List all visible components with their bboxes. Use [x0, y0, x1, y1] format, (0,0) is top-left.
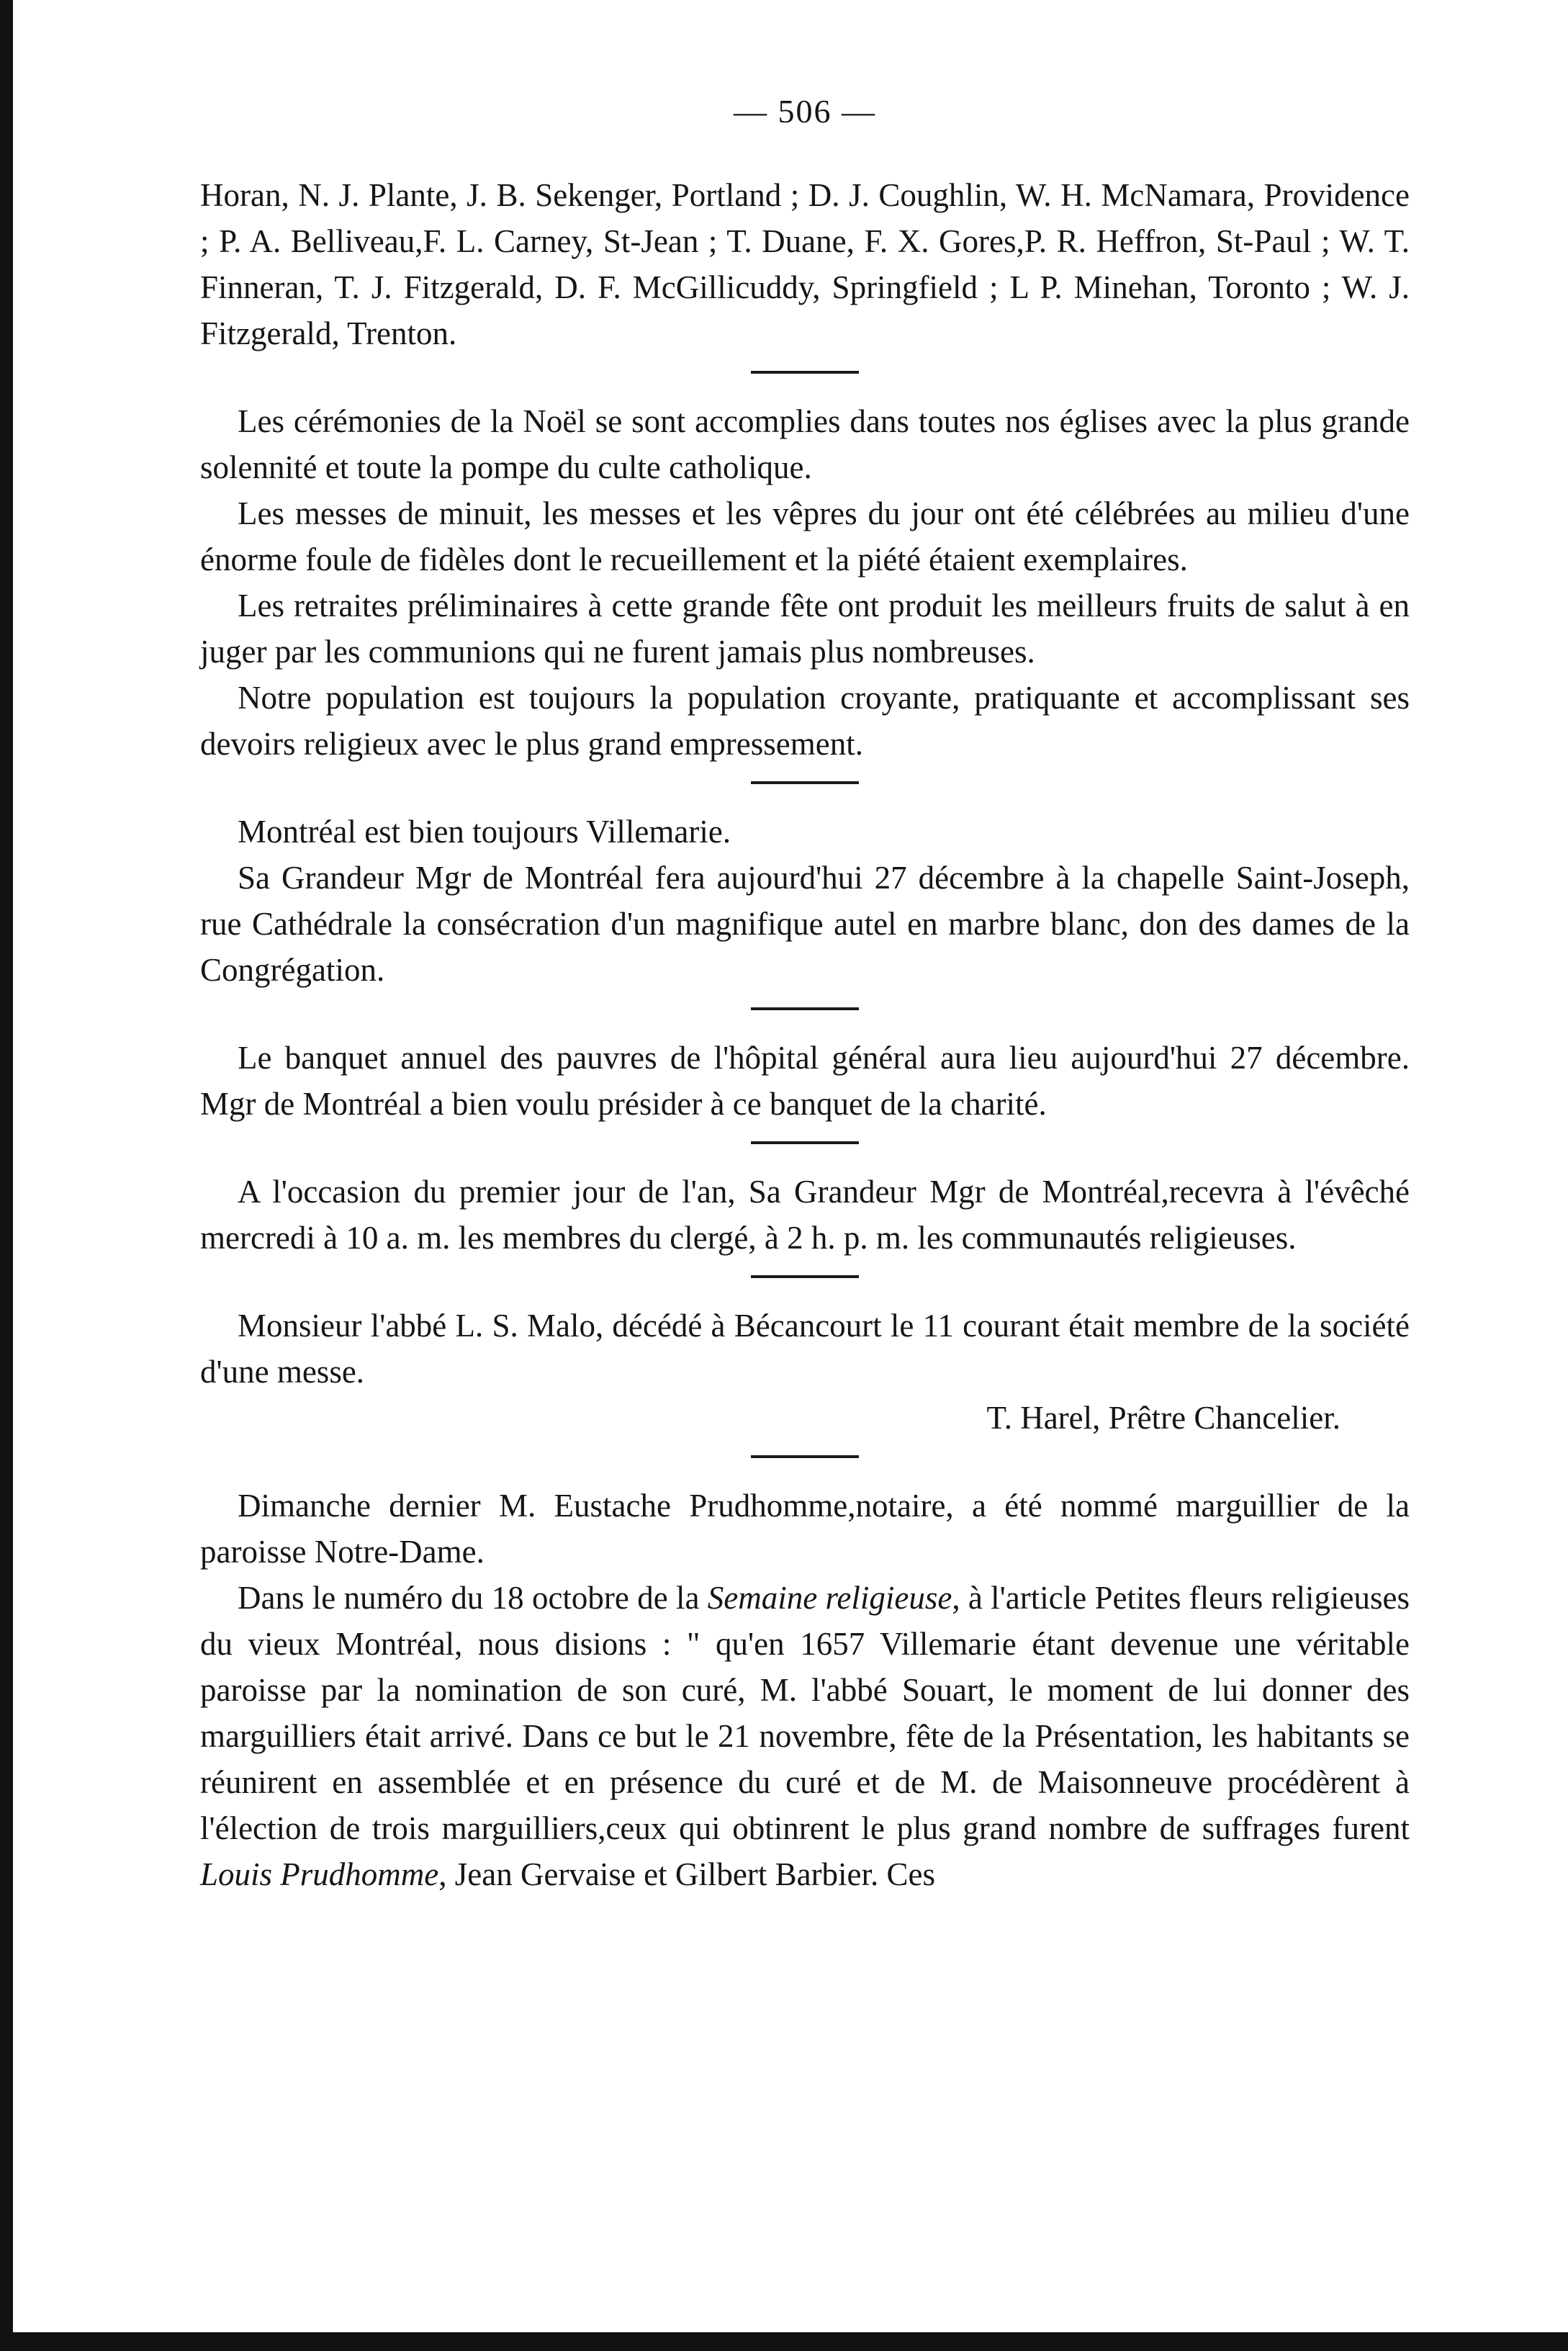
semaine-text-before: Dans le numéro du 18 octobre de la: [238, 1580, 708, 1616]
banquet-paragraph: Le banquet annuel des pauvres de l'hôpital général aura lieu aujourd'hui 27 décembre. Mgr de Montréal a bien voulu présider à ce banquet de la charité.: [200, 1040, 1410, 1122]
signature-line: T. Harel, Prêtre Chancelier.: [986, 1400, 1341, 1436]
scan-left-border: [0, 0, 13, 2351]
section-divider: [751, 781, 859, 784]
section-divider: [751, 1275, 859, 1278]
noel-paragraph-4: Notre population est toujours la population croyante, pratiquante et accomplissant ses devoirs religieux avec le plus grand empressement.: [200, 680, 1410, 762]
semaine-publication-title: Semaine religieuse: [707, 1580, 952, 1616]
page-number: — 506 —: [734, 93, 876, 130]
villemarie-paragraph-2: Sa Grandeur Mgr de Montréal fera aujourd'hui 27 décembre à la chapelle Saint-Joseph, rue Cathédrale la consécration d'un magnifique autel en marbre blanc, don des dames de la Congrégation.: [200, 860, 1410, 988]
nouvel-an-paragraph: A l'occasion du premier jour de l'an, Sa Grandeur Mgr de Montréal,recevra à l'évêché mercredi à 10 a. m. les membres du clergé, à 2 h. p. m. les communautés religieuses.: [200, 1174, 1410, 1256]
malo-paragraph: Monsieur l'abbé L. S. Malo, décédé à Bécancourt le 11 courant était membre de la société d'une messe.: [200, 1308, 1410, 1390]
names-list-paragraph: Horan, N. J. Plante, J. B. Sekenger, Portland ; D. J. Coughlin, W. H. McNamara, Providence ; P. A. Belliveau,F. L. Carney, St-Jean ; T. Duane, F. X. Gores,P. R. Heffron, St-Paul ; W. T. Finneran, T. J. Fitzgerald, D. F. McGillicuddy, Springfield ; L P. Minehan, Toronto ; W. J. Fitzgerald, Trenton.: [200, 177, 1410, 351]
noel-paragraph-2: Les messes de minuit, les messes et les vêpres du jour ont été célébrées au milieu d'une énorme foule de fidèles dont le recueillement et la piété étaient exemplaires.: [200, 495, 1410, 577]
section-divider: [751, 1455, 859, 1458]
section-divider: [751, 371, 859, 374]
prudhomme-paragraph: Dimanche dernier M. Eustache Prudhomme,notaire, a été nommé marguillier de la paroisse Notre-Dame.: [200, 1488, 1410, 1570]
section-divider: [751, 1007, 859, 1010]
noel-paragraph-3: Les retraites préliminaires à cette grande fête ont produit les meilleurs fruits de salut à en juger par les communions qui ne furent jamais plus nombreuses.: [200, 588, 1410, 670]
villemarie-paragraph-1: Montréal est bien toujours Villemarie.: [238, 814, 731, 850]
semaine-paragraph: [200, 1575, 1410, 1897]
semaine-text-middle: , à l'article Petites fleurs religieuses du vieux Montréal, nous disions : " qu'en 1657 Villemarie étant devenue une véritable paroisse par la nomination de son curé, M. l'abbé Souart, le moment de lui donner des marguilliers était arrivé. Dans ce but le 21 novembre, fête de la Présentation, les habitants se réunirent en assemblée et en présence du curé et de M. de Maisonneuve procédèrent à l'élection de trois marguilliers,ceux qui obtinrent le plus grand nombre de suffrages furent: [200, 1580, 1410, 1846]
scan-bottom-border: [0, 2332, 1568, 2351]
semaine-text-after: , Jean Gervaise et Gilbert Barbier. Ces: [438, 1856, 936, 1892]
noel-paragraph-1: Les cérémonies de la Noël se sont accomplies dans toutes nos églises avec la plus grande solennité et toute la pompe du culte catholique.: [200, 403, 1410, 485]
section-divider: [751, 1141, 859, 1144]
semaine-person-name: Louis Prudhomme: [200, 1856, 439, 1892]
document-page: [200, 92, 1410, 1897]
